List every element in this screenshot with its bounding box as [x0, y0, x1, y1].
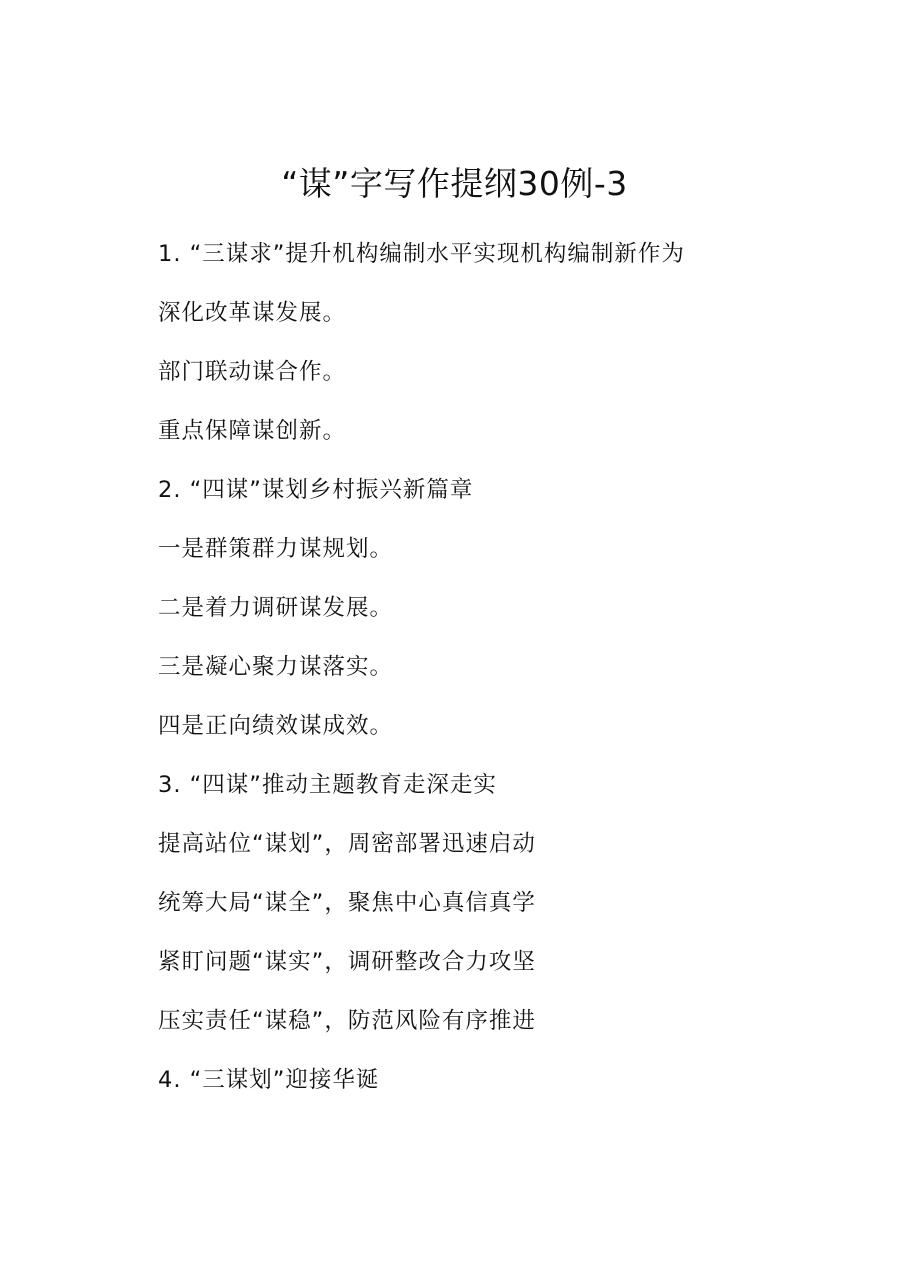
body-line: 统筹大局“谋全”，聚焦中心真信真学	[158, 890, 536, 916]
body-line: 二是着力调研谋发展。	[158, 595, 394, 621]
body-line: 部门联动谋合作。	[158, 359, 347, 385]
body-line: 四是正向绩效谋成效。	[158, 713, 394, 739]
body-line: 紧盯问题“谋实”，调研整改合力攻坚	[158, 949, 536, 975]
body-line: 三是凝心聚力谋落实。	[158, 654, 394, 680]
body-line: 重点保障谋创新。	[158, 418, 347, 444]
document-title: “谋”字写作提纲30例-3	[281, 164, 628, 203]
heading-4: 4. “三谋划”迎接华诞	[158, 1067, 380, 1093]
heading-3: 3. “四谋”推动主题教育走深走实	[158, 772, 497, 798]
heading-2: 2. “四谋”谋划乡村振兴新篇章	[158, 477, 474, 503]
document-body	[158, 236, 838, 1121]
body-line: 深化改革谋发展。	[158, 300, 347, 326]
heading-1: 1. “三谋求”提升机构编制水平实现机构编制新作为	[158, 241, 685, 267]
body-line: 提高站位“谋划”，周密部署迅速启动	[158, 831, 536, 857]
body-line: 压实责任“谋稳”，防范风险有序推进	[158, 1008, 536, 1034]
body-line: 一是群策群力谋规划。	[158, 536, 394, 562]
